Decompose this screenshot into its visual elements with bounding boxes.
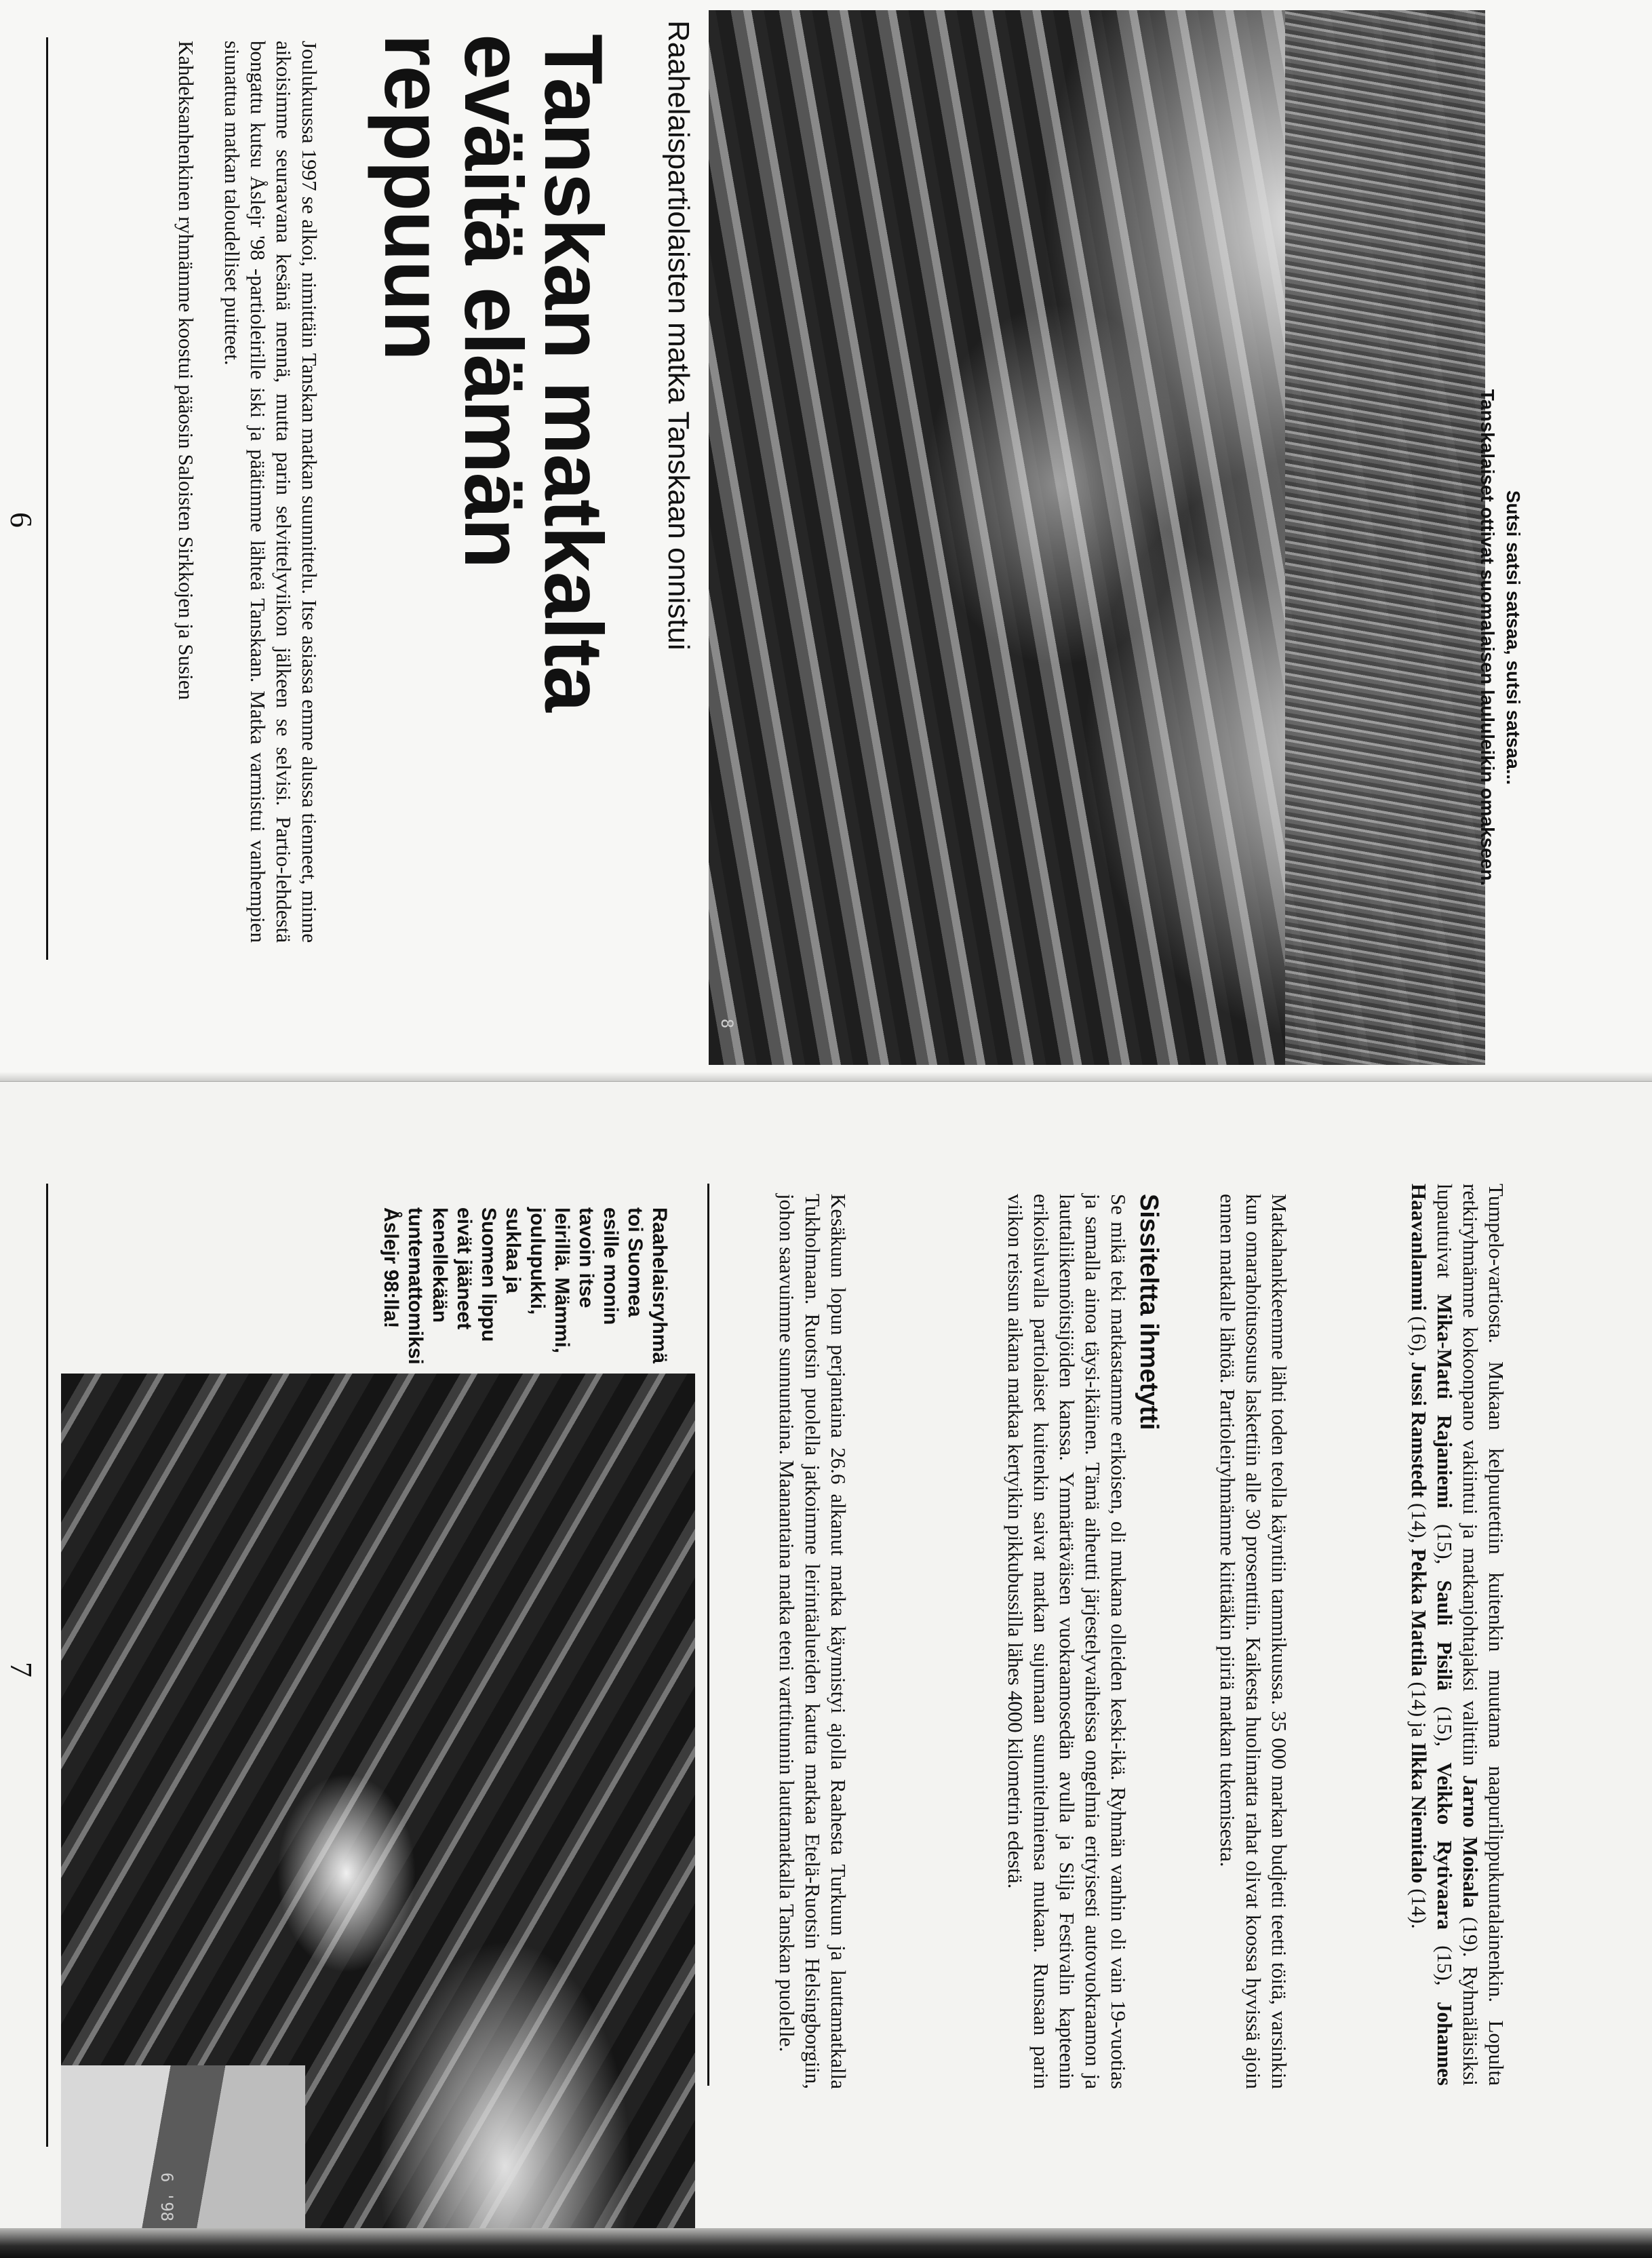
scan-edge: [0, 2228, 1652, 2258]
member-age: (16),: [1407, 1310, 1431, 1362]
kicker-block: [661, 20, 695, 834]
page-number-6: 6: [4, 512, 39, 528]
page-6: [0, 0, 1652, 1082]
headline-line2: eväitä elämän: [448, 34, 540, 568]
paragraph-members: [1406, 1184, 1509, 2086]
member-name: Johannes Haavanlammi: [1407, 1184, 1457, 2086]
member-age: (14) ja: [1407, 1676, 1431, 1743]
headline-block: [368, 34, 620, 916]
photo-stamp: 8: [717, 1018, 737, 1029]
page7-column-rule: [707, 1184, 709, 2086]
member-name: Pekka Mattila: [1407, 1549, 1431, 1677]
paragraph-budget: Matkahankkeemme lähti toden teolla käyntiin tammikuussa. 35 000 markan budjetti teetti töitä, varsinkin kun omarahoitusosuus laskettiin alle 30 prosenttiin. Kaikesta huolimatta rahat olivat koossa hyvissä ajoin ennen matkalle lähtöä. Partioleiryhmämme kiittääkin piiriä matkan tukemisesta.: [1216, 1194, 1291, 2089]
member-age: (15),: [1433, 1930, 1457, 2002]
member-name: Mika-Matti Rajaniemi: [1433, 1293, 1457, 1508]
finnish-flag-shape: [61, 2065, 305, 2235]
photo-caption-line1: Sutsi satsi satsaa, sutsi satsaa...: [1503, 490, 1524, 785]
paragraph-tent: Se mikä teki matkastamme erikoisen, oli mukana olleiden keski-ikä. Ryhmän vanhin oli vain 19-vuotias ja samalla ainoa täysi-ikäinen. Tämä aiheutti järjestelyvaiheissa ongelmia erityisesti autovuokraamon ja lauttaliikennöitsijöiden kanssa. Ymmärtäväisen vuokraamosedän avulla ja Silja Festivalin kapteenin erikoisluvalla partiolaiset kuitenkin saivat matkan sujumaan suunnitelmiensa mukaan. Runsaan parin viikon reissun aikana matkaa kertyikin pikkubussilla lähes 4000 kilometrin edestä.: [1004, 1194, 1130, 2089]
member-name: Ilkka Niemitalo: [1407, 1743, 1431, 1884]
page6-column-rule: [46, 37, 48, 960]
page-7: [0, 1082, 1652, 2258]
member-name: Jussi Ramstedt: [1407, 1361, 1431, 1498]
photo-date-stamp: 6 '98: [157, 2172, 177, 2222]
photo-caption-line2: Tanskalaiset ottivat suomalaisen laululeikin omakseen.: [1477, 389, 1498, 887]
body-page7-names: [1406, 1184, 1509, 2086]
paragraph-group: Kahdeksanhenkinen ryhmämme koostui pääosin Saloisten Sirkkojen ja Susien: [174, 41, 198, 701]
member-age: (14),: [1407, 1498, 1431, 1549]
grass-texture: [1285, 10, 1485, 1065]
subhead-sissiteltta: Sissiteltta ihmetytti: [1135, 1194, 1163, 1430]
paragraph-route: Kesäkuun lopun perjantaina 26.6 alkanut matka käynnistyi ajolla Raahesta Turkuun ja lauttamatkalla Tukholmaan. Ruotsin puolella jatkoimme leirintäalueiden kautta matkaa Etelä-Ruotsin Helsingborgiin, johon saavuimme sunnuntaina. Maanantaina matka eteni varttitunnin lauttamatkalla Tanskan puolelle.: [775, 1194, 850, 2089]
kicker: Raahelaispartiolaisten matka Tanskaan onnistui: [662, 20, 695, 650]
body-page7-tent: [1002, 1194, 1170, 2089]
scouts-singing-photo: [709, 10, 1485, 1065]
side-caption: Raahelaisryhmä toi Suomea esille monin tavoin itse leirillä. Mämmi, joulupukki, suklaa ja Suomen lippu eivät jääneet kenellekään tuntemattomiksi Åslejr 98:lla!: [380, 1207, 671, 1365]
member-age: (15),: [1433, 1690, 1457, 1763]
page7-bottom-rule: [46, 1184, 48, 2147]
member-name: Veikko Rytivaara: [1433, 1762, 1457, 1930]
body-page7-route: [774, 1194, 851, 2089]
page-number-7: 7: [4, 1662, 39, 1677]
leader-name: Jarno Moisala: [1459, 1774, 1482, 1908]
member-age: (15),: [1433, 1508, 1457, 1580]
photo-caption: [1474, 298, 1526, 977]
headline-line3: reppuun: [368, 34, 460, 360]
paragraph-intro: Joulukuussa 1997 se alkoi, nimittäin Tanskan matkan suunnittelu. Itse asiassa emme alussa tienneet, minne aikoisimme seuraavana kesänä mennä, mutta parin selvittelyviikon jälkeen se selvisi. Partio-lehdestä bongattu kutsu Åslejr '98 -partioleirille iski ja päätimme lähteä Tanskaan. Matka varmistui vanhempien siunattua matkan taloudelliset puitteet.: [220, 41, 321, 943]
member-age: (14).: [1407, 1883, 1431, 1929]
headline-line1: Tanskan matkalta: [528, 34, 620, 712]
body-page6: [173, 41, 322, 943]
body-page7-budget: [1215, 1194, 1292, 2089]
member-name: Sauli Pisilä: [1433, 1580, 1457, 1691]
santa-photo: [61, 1374, 695, 2235]
leader-age: (19). Ryhmäläisiksi lupautuivat: [1433, 1184, 1482, 2086]
intro-text: Tumpelo-vartiosta. Mukaan kelpuutettiin kuitenkin muutama naapurilippukuntalainenkin. Lopulta retkiryhmämme kokoonpano vakiintui ja matkanjohtajaksi valittiin: [1459, 1184, 1508, 2086]
santa-photo-caption: [378, 1207, 671, 1370]
